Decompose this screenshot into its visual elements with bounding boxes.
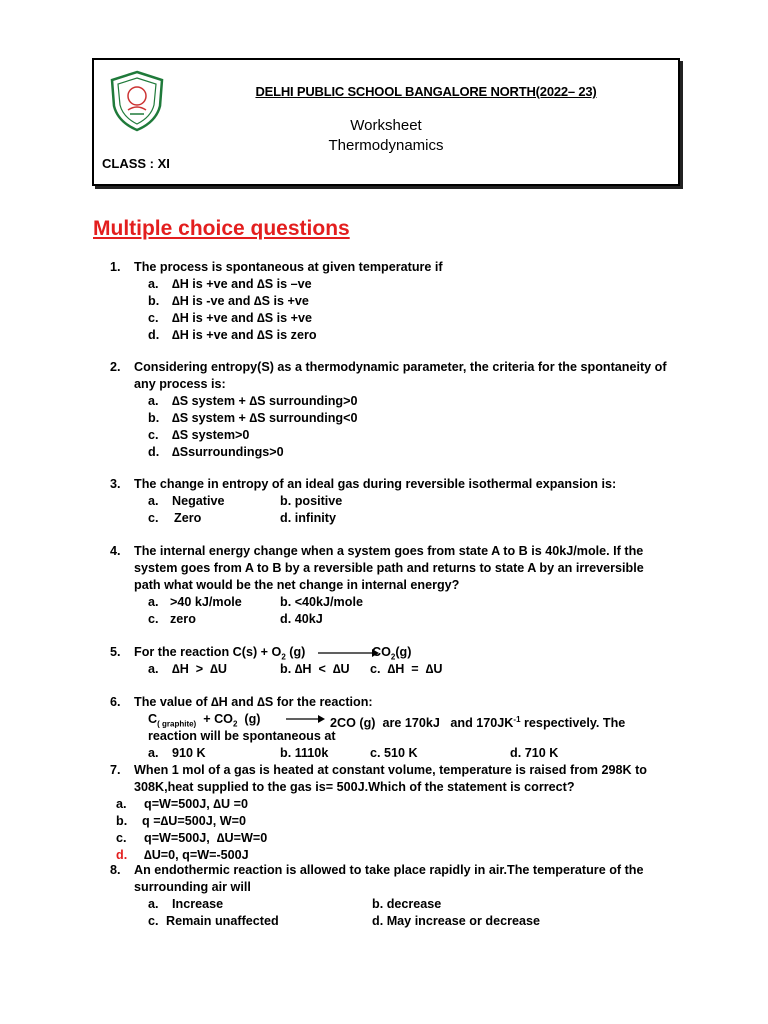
option-text: ∆S system>0 xyxy=(172,428,250,442)
question-7 xyxy=(110,762,670,866)
reaction-reactants: $C_{( graphite)} + CO_2$ (g) xyxy=(148,712,261,729)
section-title: Multiple choice questions xyxy=(93,217,350,240)
school-name: DELHI PUBLIC SCHOOL BANGALORE NORTH(2022– 23) xyxy=(255,84,597,99)
question-text: surrounding air will xyxy=(134,880,251,894)
question-number: 3. xyxy=(110,477,121,491)
option-letter: a. xyxy=(116,797,127,811)
option-letter: c. xyxy=(148,511,159,525)
option-letter: a. xyxy=(148,494,159,508)
option-letter: c. xyxy=(148,914,159,928)
class-label: CLASS : XI xyxy=(102,156,170,171)
option-text: ∆Ssurroundings>0 xyxy=(172,445,284,459)
arrow-right-icon xyxy=(318,648,380,658)
option-text: d. infinity xyxy=(280,511,336,525)
question-4 xyxy=(110,543,670,629)
question-number: 1. xyxy=(110,260,121,274)
question-3 xyxy=(110,476,670,528)
option-text: d. 710 K xyxy=(510,746,559,760)
option-letter: a. xyxy=(148,746,159,760)
option-text: b. decrease xyxy=(372,897,442,911)
question-text: The process is spontaneous at given temperature if xyxy=(134,260,443,274)
question-text: reaction will be spontaneous at xyxy=(148,729,336,743)
question-text: The internal energy change when a system goes from state A to B is 40kJ/mole. If the xyxy=(134,544,644,558)
question-number: 2. xyxy=(110,360,121,374)
option-text: ∆U=0, q=W=-500J xyxy=(144,848,249,862)
option-letter: c. xyxy=(116,831,127,845)
option-text: q =∆U=500J, W=0 xyxy=(142,814,246,828)
question-text: Considering entropy(S) as a thermodynamic parameter, the criteria for the spontaneity of xyxy=(134,360,667,374)
option-letter: a. xyxy=(148,394,159,408)
option-text: b. positive xyxy=(280,494,343,508)
option-text: ∆H is -ve and ∆S is +ve xyxy=(172,294,309,308)
reaction-products: 2CO (g) are 170kJ and $170JK^{-1}$ respectively. The xyxy=(330,715,626,731)
header-box xyxy=(92,58,680,186)
question-text: The value of ∆H and ∆S for the reaction: xyxy=(134,695,373,709)
option-text: ∆H is +ve and ∆S is +ve xyxy=(172,311,313,325)
option-letter: c. xyxy=(148,428,159,442)
question-1 xyxy=(110,259,670,345)
option-letter: c. xyxy=(148,311,159,325)
question-number: 6. xyxy=(110,695,121,709)
option-text: >40 kJ/mole xyxy=(170,595,242,609)
option-text: d. May increase or decrease xyxy=(372,914,541,928)
option-text: b. <40kJ/mole xyxy=(280,595,363,609)
option-letter: b. xyxy=(148,411,160,425)
option-letter: a. xyxy=(148,595,159,609)
option-letter: d. xyxy=(148,328,160,342)
question-text: An endothermic reaction is allowed to take place rapidly in air.The temperature of the xyxy=(134,863,644,877)
question-5 xyxy=(110,644,670,680)
option-letter: a. xyxy=(148,897,159,911)
question-6 xyxy=(110,694,670,764)
option-text: ∆H is +ve and ∆S is –ve xyxy=(172,277,312,291)
option-letter: a. xyxy=(148,277,159,291)
question-number: 8. xyxy=(110,863,121,877)
question-text: any process is: xyxy=(134,377,226,391)
option-letter-highlighted: d. xyxy=(116,848,128,862)
option-text: ∆H > ∆U xyxy=(172,662,227,676)
option-text: c. ∆H = ∆U xyxy=(370,662,443,676)
option-text: q=W=500J, ∆U =0 xyxy=(144,797,248,811)
question-text: path what would be the net change in internal energy? xyxy=(134,578,460,592)
question-2 xyxy=(110,359,680,463)
option-text: b. ∆H < ∆U xyxy=(280,662,350,676)
arrow-right-icon xyxy=(286,714,326,724)
option-letter: d. xyxy=(148,445,160,459)
option-text: Negative xyxy=(172,494,225,508)
option-letter: c. xyxy=(148,612,159,626)
option-text: 910 K xyxy=(172,746,206,760)
option-text: ∆S system + ∆S surrounding<0 xyxy=(172,411,358,425)
reaction-equation: For the reaction $C(s) + O_2$ (g) xyxy=(134,645,306,662)
question-number: 5. xyxy=(110,645,121,659)
question-text: 308K,heat supplied to the gas is= 500J.Which of the statement is correct? xyxy=(134,780,575,794)
option-letter: a. xyxy=(148,662,159,676)
topic-label: Thermodynamics xyxy=(328,137,444,154)
option-text: Increase xyxy=(172,897,224,911)
option-text: ∆H is +ve and ∆S is zero xyxy=(172,328,317,342)
question-text: system goes from A to B by a reversible path and returns to state A by an irreversible xyxy=(134,561,644,575)
option-text: Remain unaffected xyxy=(166,914,279,928)
option-letter: b. xyxy=(148,294,160,308)
option-text: c. 510 K xyxy=(370,746,418,760)
option-text: ∆S system + ∆S surrounding>0 xyxy=(172,394,358,408)
question-8 xyxy=(110,862,670,932)
option-text: b. 1110k xyxy=(280,746,329,760)
question-text: The change in entropy of an ideal gas during reversible isothermal expansion is: xyxy=(134,477,617,491)
option-text: d. 40kJ xyxy=(280,612,323,626)
reaction-product: $CO_2(g)$ xyxy=(372,645,412,662)
option-text: Zero xyxy=(174,511,202,525)
option-text: q=W=500J, ∆U=W=0 xyxy=(144,831,268,845)
option-text: zero xyxy=(170,612,196,626)
option-letter: b. xyxy=(116,814,128,828)
question-number: 7. xyxy=(110,763,121,777)
question-text: When 1 mol of a gas is heated at constant volume, temperature is raised from 298K to xyxy=(134,763,647,777)
question-number: 4. xyxy=(110,544,121,558)
worksheet-label: Worksheet xyxy=(350,117,422,134)
